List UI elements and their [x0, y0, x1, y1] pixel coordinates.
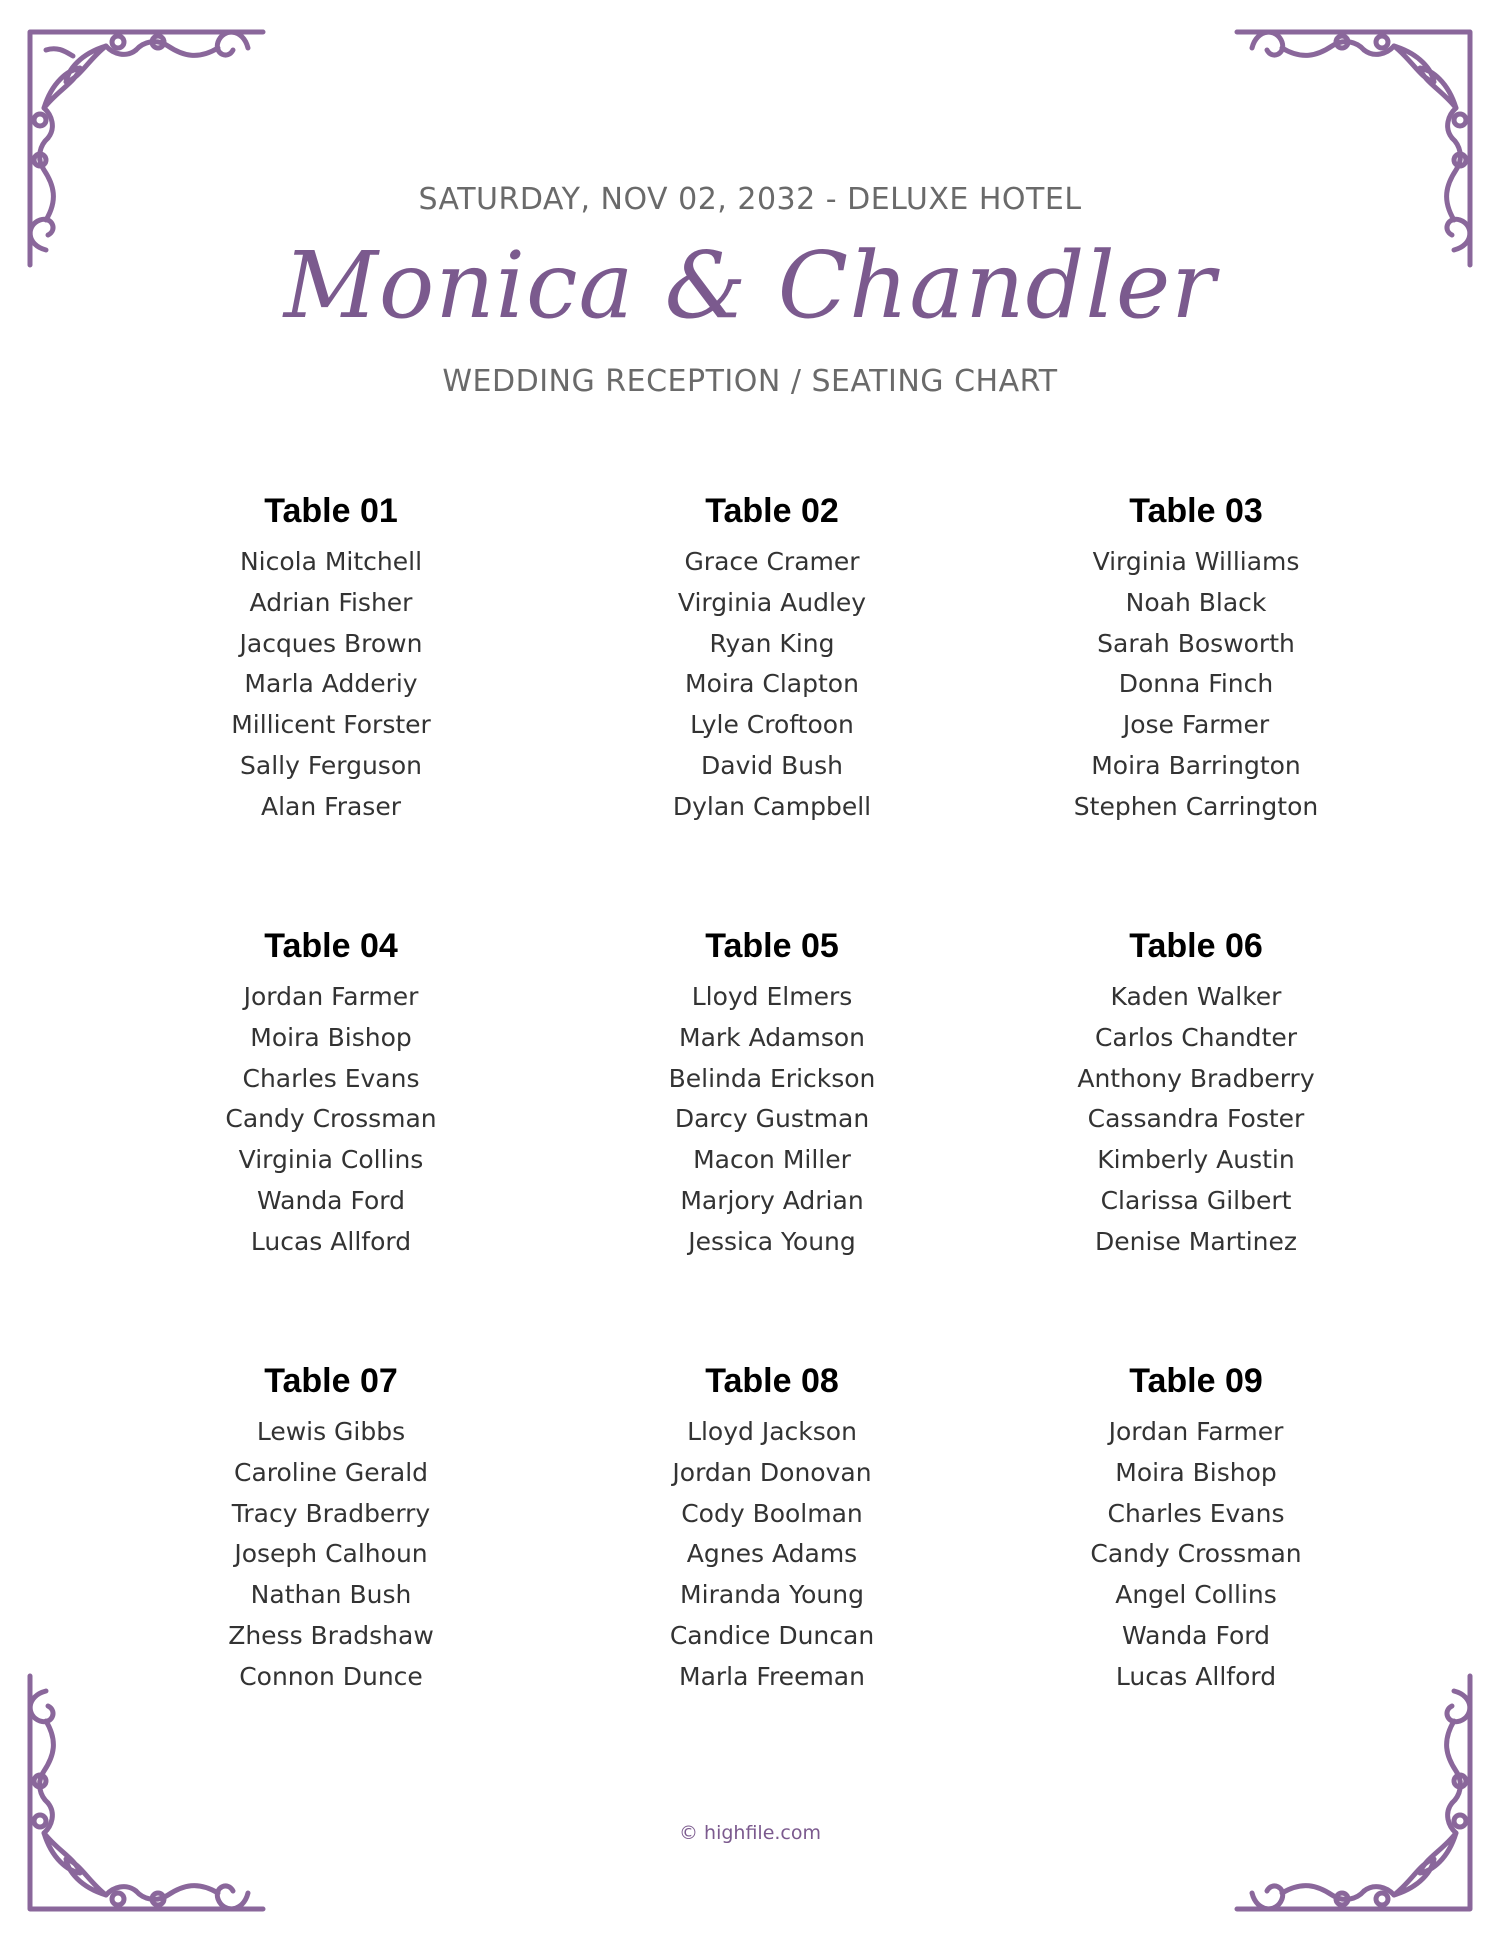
- guest-name: Connon Dunce: [239, 1661, 423, 1691]
- guest-name: Tracy Bradberry: [231, 1498, 431, 1528]
- table-card: [1016, 921, 1376, 1263]
- guest-name: Dylan Campbell: [672, 791, 872, 821]
- table-title: Table 09: [1129, 1362, 1263, 1400]
- corner-flourish-icon: [18, 1661, 278, 1921]
- guest-name: Mark Adamson: [679, 1022, 865, 1052]
- guest-list: [592, 542, 952, 828]
- table-card: [592, 486, 952, 828]
- guest-name: Cody Boolman: [681, 1498, 863, 1528]
- guest-list: [151, 977, 511, 1263]
- guest-name: Belinda Erickson: [668, 1063, 876, 1093]
- guest-name: Sally Ferguson: [240, 750, 422, 780]
- corner-flourish-icon: [1222, 1661, 1482, 1921]
- guest-name: Marla Freeman: [679, 1661, 865, 1691]
- guest-list: [1016, 542, 1376, 828]
- guest-name: Candy Crossman: [225, 1104, 437, 1134]
- guest-name: Lucas Allford: [1115, 1661, 1277, 1691]
- guest-name: Miranda Young: [680, 1580, 864, 1610]
- guest-name: Lloyd Elmers: [691, 982, 853, 1011]
- table-title: Table 06: [1129, 927, 1263, 965]
- guest-name: Clarissa Gilbert: [1100, 1185, 1292, 1215]
- guest-name: Ryan King: [709, 628, 835, 658]
- guest-name: Alan Fraser: [260, 791, 401, 821]
- guest-name: Lewis Gibbs: [256, 1417, 406, 1446]
- guest-name: Agnes Adams: [686, 1539, 858, 1569]
- guest-name: Lucas Allford: [250, 1226, 412, 1256]
- guest-name: Jordan Farmer: [1108, 1417, 1284, 1446]
- guest-name: Angel Collins: [1115, 1580, 1277, 1610]
- guest-list: [151, 1412, 511, 1698]
- guest-name: Denise Martinez: [1094, 1226, 1298, 1256]
- table-card: [592, 921, 952, 1263]
- guest-list: [1016, 977, 1376, 1263]
- table-title: Table 08: [705, 1362, 839, 1400]
- guest-name: Candice Duncan: [669, 1620, 875, 1650]
- guest-name: Caroline Gerald: [233, 1457, 429, 1487]
- guest-name: Jordan Donovan: [672, 1457, 872, 1487]
- guest-name: Lyle Croftoon: [690, 710, 854, 740]
- guest-name: Virginia Williams: [1092, 547, 1300, 576]
- guest-name: Zhess Bradshaw: [228, 1620, 434, 1650]
- page-subtitle: WEDDING RECEPTION / SEATING CHART: [442, 364, 1058, 399]
- guest-name: Cassandra Foster: [1087, 1104, 1305, 1134]
- table-card: [151, 1356, 511, 1698]
- copyright-footer: © highfile.com: [678, 1822, 822, 1844]
- guest-name: Nicola Mitchell: [239, 547, 423, 576]
- guest-name: Grace Cramer: [684, 547, 860, 576]
- guest-name: Virginia Audley: [677, 587, 867, 617]
- table-title: Table 04: [264, 927, 398, 965]
- guest-name: Sarah Bosworth: [1097, 628, 1295, 658]
- guest-name: Noah Black: [1125, 587, 1267, 617]
- table-card: [1016, 486, 1376, 828]
- table-card: [592, 1356, 952, 1698]
- guest-name: Jose Farmer: [1122, 710, 1270, 740]
- guest-name: Joseph Calhoun: [234, 1539, 428, 1569]
- table-title: Table 03: [1129, 492, 1263, 530]
- event-date-location: SATURDAY, NOV 02, 2032 - DELUXE HOTEL: [418, 182, 1082, 217]
- guest-name: Charles Evans: [1107, 1498, 1285, 1528]
- guest-name: Stephen Carrington: [1073, 791, 1319, 821]
- guest-list: [151, 542, 511, 828]
- guest-name: Lloyd Jackson: [687, 1417, 857, 1446]
- guest-name: David Bush: [701, 750, 843, 780]
- guest-name: Anthony Bradberry: [1077, 1063, 1315, 1093]
- guest-name: Wanda Ford: [257, 1185, 405, 1215]
- guest-name: Charles Evans: [242, 1063, 420, 1093]
- table-title: Table 01: [264, 492, 398, 530]
- guest-name: Adrian Fisher: [249, 587, 413, 617]
- guest-name: Jacques Brown: [239, 628, 423, 658]
- guest-name: Jessica Young: [688, 1226, 856, 1256]
- guest-name: Moira Clapton: [685, 669, 859, 699]
- table-title: Table 02: [705, 492, 839, 530]
- guest-list: [592, 1412, 952, 1698]
- guest-name: Darcy Gustman: [674, 1104, 870, 1134]
- table-card: [151, 486, 511, 828]
- guest-name: Macon Miller: [693, 1145, 851, 1175]
- table-card: [151, 921, 511, 1263]
- guest-list: [1016, 1412, 1376, 1698]
- guest-name: Moira Bishop: [250, 1022, 412, 1052]
- guest-name: Kimberly Austin: [1097, 1145, 1295, 1175]
- guest-name: Wanda Ford: [1122, 1620, 1270, 1650]
- guest-name: Moira Bishop: [1115, 1457, 1277, 1487]
- guest-name: Marjory Adrian: [680, 1185, 864, 1215]
- guest-name: Virginia Collins: [238, 1145, 424, 1175]
- couple-names: Monica & Chandler: [283, 232, 1217, 339]
- guest-name: Donna Finch: [1118, 669, 1274, 699]
- table-title: Table 05: [705, 927, 839, 965]
- table-title: Table 07: [264, 1362, 398, 1400]
- guest-name: Millicent Forster: [231, 710, 431, 740]
- table-card: [1016, 1356, 1376, 1698]
- guest-name: Marla Adderiy: [244, 669, 418, 699]
- guest-name: Nathan Bush: [250, 1580, 412, 1610]
- guest-name: Candy Crossman: [1090, 1539, 1302, 1569]
- guest-list: [592, 977, 952, 1263]
- guest-name: Kaden Walker: [1110, 982, 1282, 1011]
- guest-name: Jordan Farmer: [243, 982, 419, 1011]
- guest-name: Carlos Chandter: [1094, 1022, 1298, 1052]
- guest-name: Moira Barrington: [1091, 750, 1301, 780]
